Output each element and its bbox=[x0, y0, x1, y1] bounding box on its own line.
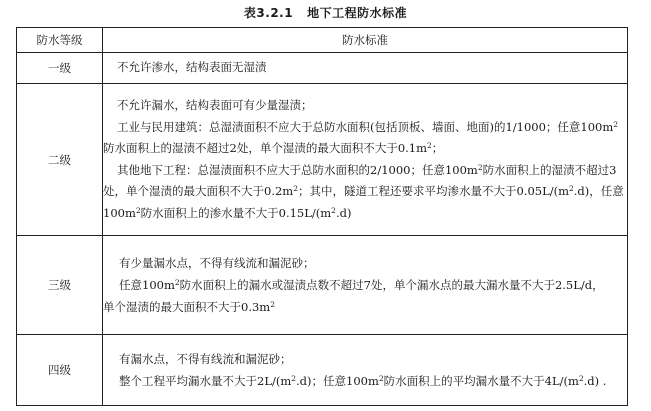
table-row-grade-3 bbox=[17, 236, 628, 335]
superscript: 2 bbox=[135, 205, 141, 215]
standard-cell bbox=[103, 335, 628, 406]
text-fragment: 其他地下工程：总湿渍面积不应大于总防水面积的2/1000；任意100m bbox=[117, 162, 478, 177]
table-caption bbox=[0, 6, 651, 20]
table-header-row bbox=[17, 28, 628, 53]
text-fragment: .d)，任意 bbox=[573, 184, 624, 198]
standard-line bbox=[103, 138, 627, 160]
text-fragment: 防水面积上的湿渍不超过3 bbox=[482, 162, 617, 177]
standard-cell bbox=[103, 53, 628, 84]
text-fragment: ；其中，隧道工程还要求平均渗水量不大于0.05L/(m bbox=[297, 184, 569, 198]
superscript: 2 bbox=[569, 184, 574, 193]
text-fragment: .d) bbox=[335, 205, 352, 220]
table-row-grade-4 bbox=[17, 335, 628, 406]
text-fragment: 处，单个湿渍的最大面积不大于0.2m bbox=[103, 184, 294, 198]
grade-cell: 四级 bbox=[17, 335, 103, 406]
superscript: 2 bbox=[477, 162, 483, 172]
text-fragment: ； bbox=[431, 141, 444, 155]
standard-line bbox=[103, 203, 627, 225]
text-fragment: 单个湿渍的最大面积不大于0.3m bbox=[103, 300, 271, 314]
text-fragment: 防水面积上的渗水量不大于0.15L/(m bbox=[140, 205, 332, 220]
standard-line bbox=[103, 181, 627, 203]
superscript: 2 bbox=[291, 374, 296, 383]
text-fragment: 防水面积上的湿渍不超过2处，单个湿渍的最大面积不大于0.1m bbox=[103, 141, 428, 155]
superscript: 2 bbox=[378, 374, 384, 383]
superscript: 2 bbox=[427, 141, 432, 150]
standard-line: 有漏水点，不得有线流和漏泥砂； bbox=[119, 352, 292, 366]
text-fragment: 任意100m bbox=[119, 278, 175, 292]
standard-line: 不允许漏水，结构表面可有少量湿渍； bbox=[117, 98, 313, 112]
text-fragment: 防水面积上的漏水或湿渍点数不超过7处，单个漏水点的最大漏水量不大于2.5L/d， bbox=[179, 278, 604, 292]
table-title: 地下工程防水标准 bbox=[307, 6, 408, 20]
superscript: 2 bbox=[174, 278, 180, 287]
standard-cell bbox=[103, 236, 628, 335]
text-fragment: 防水面积上的平均漏水量不大于4L/(m bbox=[383, 374, 579, 388]
waterproof-standard-table bbox=[16, 27, 628, 406]
text-fragment: .d)；任意100m bbox=[296, 374, 379, 388]
standard-line bbox=[103, 274, 627, 296]
grade-cell: 三级 bbox=[17, 236, 103, 335]
table-number: 表3.2.1 bbox=[243, 6, 294, 20]
standard-line bbox=[103, 370, 627, 392]
grade-cell: 二级 bbox=[17, 84, 103, 236]
standard-cell bbox=[103, 84, 628, 236]
text-fragment: 工业与民用建筑：总湿渍面积不应大于总防水面积(包括顶板、墙面、地面)的1/1000；任意100m bbox=[117, 119, 614, 134]
grade-cell: 一级 bbox=[17, 53, 103, 84]
text-fragment: .d) . bbox=[583, 374, 607, 388]
standard-line bbox=[103, 296, 627, 318]
superscript: 2 bbox=[270, 300, 275, 309]
standard-line: 不允许渗水，结构表面无湿渍 bbox=[117, 60, 267, 75]
superscript: 2 bbox=[293, 184, 298, 193]
header-standard: 防水标准 bbox=[103, 28, 628, 53]
superscript: 2 bbox=[613, 119, 619, 129]
table-row-grade-2 bbox=[17, 84, 628, 236]
superscript: 2 bbox=[578, 374, 584, 383]
standard-line: 有少量漏水点，不得有线流和漏泥砂； bbox=[119, 256, 315, 270]
standard-line bbox=[103, 117, 627, 139]
text-fragment: 整个工程平均漏水量不大于2L/(m bbox=[119, 374, 292, 388]
header-grade: 防水等级 bbox=[17, 28, 103, 53]
standard-line bbox=[103, 160, 627, 182]
superscript: 2 bbox=[331, 205, 336, 215]
text-fragment: 100m bbox=[103, 205, 136, 220]
table-row-grade-1 bbox=[17, 53, 628, 84]
